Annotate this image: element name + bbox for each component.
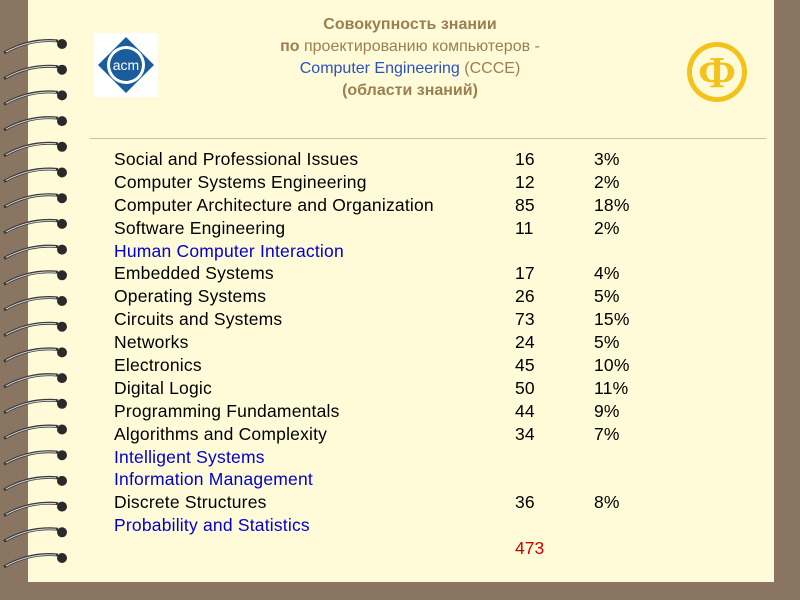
- acm-logo: [94, 33, 158, 97]
- area-name: Circuits and Systems: [114, 309, 283, 330]
- title-line-3: [150, 58, 670, 80]
- area-hours: 26: [515, 286, 535, 307]
- area-percent: 11%: [594, 377, 629, 398]
- list-item: [114, 217, 674, 240]
- area-name: Operating Systems: [114, 286, 267, 307]
- area-hours: 50: [515, 377, 535, 398]
- list-item: [114, 400, 674, 423]
- area-percent: 8%: [594, 492, 620, 513]
- area-percent: 2%: [594, 171, 620, 192]
- title-line-2-prefix: по: [280, 38, 300, 55]
- area-name: Algorithms and Complexity: [114, 423, 328, 444]
- area-hours: 85: [515, 194, 535, 215]
- area-name: Computer Systems Engineering: [114, 171, 367, 192]
- title-line-3-blue: Computer Engineering: [299, 60, 460, 77]
- phi-logo-text: Ф: [698, 48, 736, 97]
- list-item: [114, 514, 674, 537]
- spiral-ring: [4, 270, 67, 284]
- list-item: [114, 354, 674, 377]
- area-percent: 7%: [594, 423, 620, 444]
- area-percent: 2%: [594, 217, 620, 238]
- area-hours: 11: [515, 217, 534, 238]
- area-hours: 17: [515, 263, 535, 284]
- spiral-ring: [4, 553, 67, 567]
- spiral-ring: [4, 219, 67, 233]
- area-name: Intelligent Systems: [114, 446, 265, 467]
- title-line-2: [150, 36, 670, 58]
- spiral-ring: [4, 116, 67, 130]
- list-item: [114, 491, 674, 514]
- knowledge-areas-list: [114, 148, 674, 537]
- area-name: Computer Architecture and Organization: [114, 194, 434, 215]
- spiral-ring: [4, 347, 67, 361]
- area-hours: 44: [515, 400, 535, 421]
- spiral-ring: [4, 168, 67, 182]
- area-percent: 4%: [594, 263, 620, 284]
- list-item: [114, 446, 674, 469]
- area-name: Social and Professional Issues: [114, 149, 359, 169]
- acm-logo-text: acm: [112, 57, 140, 73]
- area-hours: 34: [515, 423, 535, 444]
- spiral-ring: [4, 39, 67, 53]
- title-line-4: (области знаний): [342, 82, 478, 99]
- header-divider: [90, 138, 766, 139]
- spiral-ring: [4, 399, 67, 413]
- list-item: [114, 262, 674, 285]
- area-percent: 10%: [594, 355, 630, 376]
- list-item: [114, 308, 674, 331]
- area-hours: 36: [515, 492, 535, 513]
- spiral-ring: [4, 450, 67, 464]
- area-name: Discrete Structures: [114, 492, 267, 513]
- title-line-2-rest: проектированию компьютеров -: [299, 38, 540, 55]
- spiral-ring: [4, 373, 67, 387]
- spiral-ring: [4, 425, 67, 439]
- list-item: [114, 285, 674, 308]
- spiral-ring: [4, 65, 67, 79]
- spiral-ring: [4, 193, 67, 207]
- slide-title: [150, 14, 670, 102]
- list-item: [114, 171, 674, 194]
- area-name: Programming Fundamentals: [114, 400, 340, 421]
- area-name: Software Engineering: [114, 217, 286, 238]
- area-percent: 5%: [594, 286, 620, 307]
- area-hours: 12: [515, 171, 535, 192]
- area-name: Electronics: [114, 355, 202, 376]
- total-value: 473: [515, 538, 545, 558]
- spiral-ring: [4, 502, 67, 516]
- area-name: Embedded Systems: [114, 263, 274, 284]
- spiral-ring: [4, 322, 67, 336]
- area-percent: 18%: [594, 194, 630, 215]
- list-item: [114, 468, 674, 491]
- area-name: Digital Logic: [114, 377, 212, 398]
- area-name: Human Computer Interaction: [114, 240, 344, 261]
- area-hours: 45: [515, 355, 535, 376]
- area-percent: 9%: [594, 400, 620, 421]
- area-hours: 16: [515, 149, 535, 169]
- spiral-binding: [0, 0, 80, 600]
- list-item: [114, 423, 674, 446]
- area-percent: 3%: [594, 149, 620, 169]
- area-name: Information Management: [114, 469, 313, 490]
- title-line-3-rest: (CCCE): [459, 60, 521, 77]
- list-item: [114, 240, 674, 263]
- area-name: Probability and Statistics: [114, 515, 310, 536]
- area-hours: 24: [515, 332, 535, 353]
- spiral-ring: [4, 90, 67, 104]
- area-name: Networks: [114, 332, 189, 353]
- spiral-ring: [4, 476, 67, 490]
- area-hours: 73: [515, 309, 535, 330]
- list-item: [114, 331, 674, 354]
- area-percent: 5%: [594, 332, 620, 353]
- phi-logo: [685, 40, 749, 104]
- list-item: [114, 194, 674, 217]
- spiral-ring: [4, 245, 67, 259]
- list-item: [114, 148, 674, 171]
- title-line-1: Совокупность знании: [323, 16, 497, 33]
- area-percent: 15%: [594, 309, 630, 330]
- list-item: [114, 377, 674, 400]
- spiral-ring: [4, 527, 67, 541]
- spiral-ring: [4, 296, 67, 310]
- spiral-ring: [4, 142, 67, 156]
